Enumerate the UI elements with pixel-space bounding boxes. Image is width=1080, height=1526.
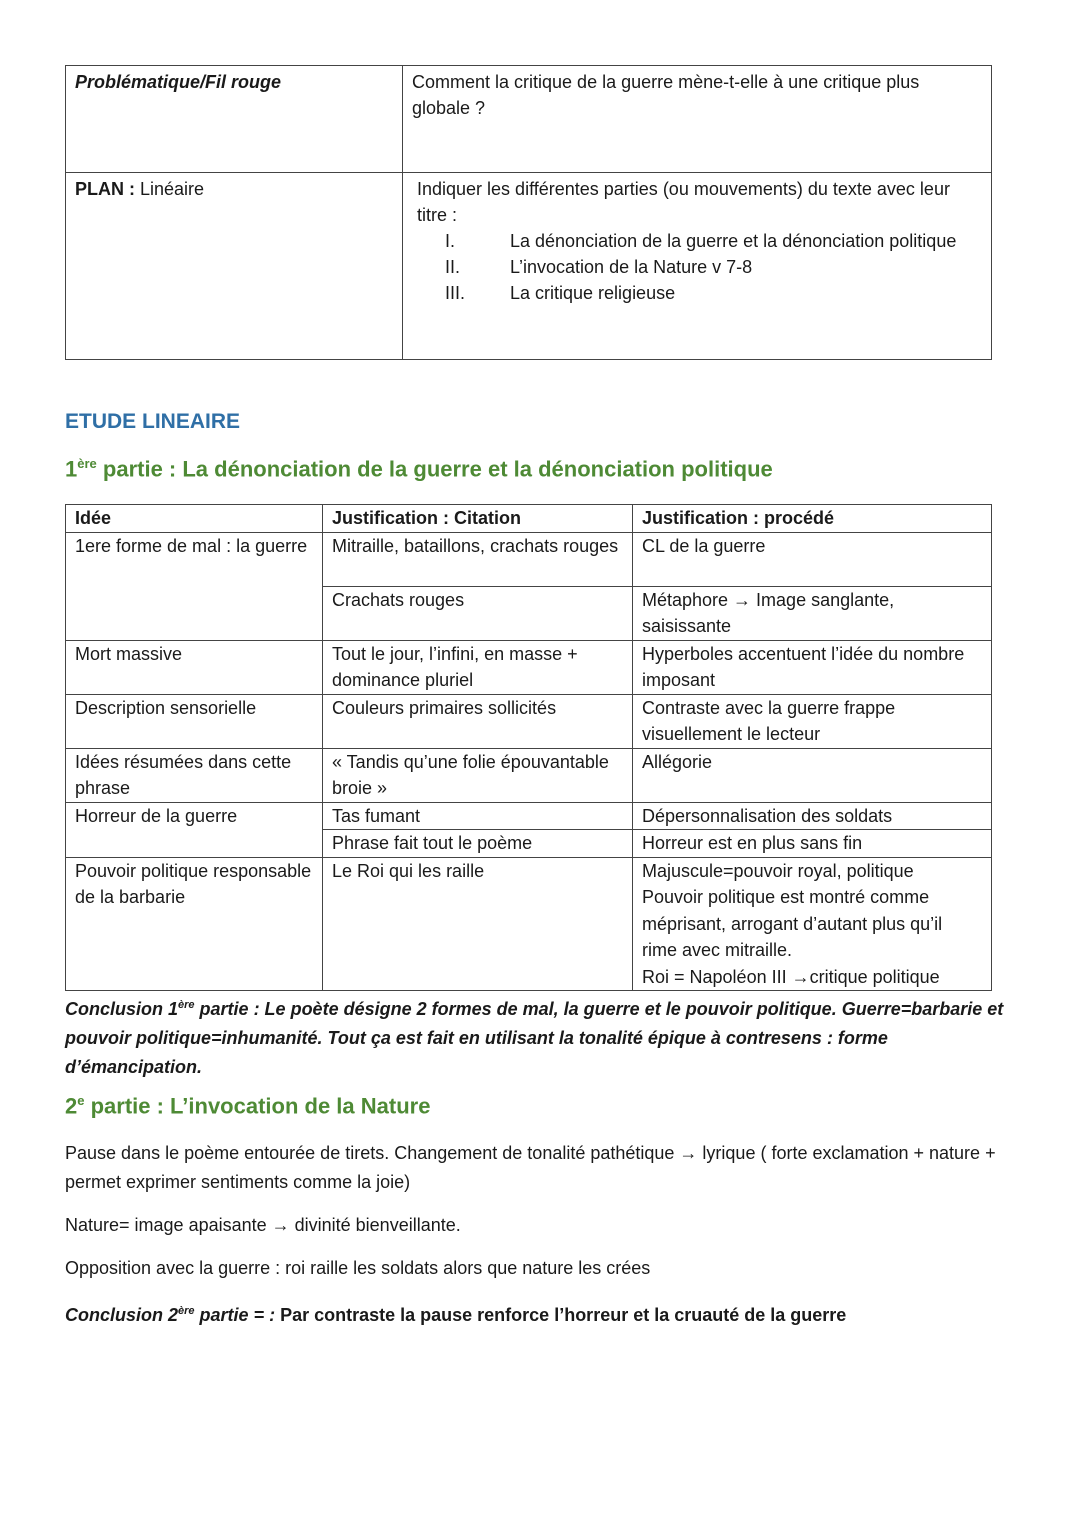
conclusion1-sup: ère <box>178 999 195 1011</box>
part1-heading <box>65 456 773 482</box>
conclusion2-label <box>65 1305 275 1325</box>
part2-paragraph: Opposition avec la guerre : roi raille les soldats alors que nature les crées <box>65 1258 651 1278</box>
plan-item <box>412 228 982 254</box>
plan-item <box>412 280 982 306</box>
plan-item-number: I. <box>445 231 456 251</box>
table-cell: Mort massive <box>66 640 323 694</box>
part2-heading <box>65 1093 430 1119</box>
part1-heading-number: 1 <box>65 456 78 482</box>
table-cell: Idées résumées dans cette phrase <box>66 748 323 802</box>
table-header-row <box>66 505 992 533</box>
plan-item-text: La dénonciation de la guerre et la dénonciation politique <box>510 231 957 251</box>
cell-line: Pouvoir politique est montré comme méprisant, arrogant d’autant plus qu’il rime avec mitraille. <box>642 887 943 960</box>
analysis-table <box>65 504 992 991</box>
table-cell: Allégorie <box>633 748 992 802</box>
plan-item-text: La critique religieuse <box>510 283 676 303</box>
table-row <box>66 640 992 694</box>
plan-item <box>412 254 982 280</box>
plan-list <box>412 228 982 306</box>
conclusion2-label-rest: partie = : <box>194 1305 276 1325</box>
table-cell: Le Roi qui les raille <box>323 857 633 991</box>
table-cell: Crachats rouges <box>323 586 633 640</box>
table-cell: Métaphore → Image sanglante, saisissante <box>633 586 992 640</box>
plan-label-rest: Linéaire <box>135 179 205 199</box>
plan-item-number: II. <box>445 257 461 277</box>
table-cell <box>633 857 992 991</box>
header-cell-citation: Justification : Citation <box>323 505 633 533</box>
header-cell-idee: Idée <box>66 505 323 533</box>
plan-label-bold: PLAN : <box>75 179 135 199</box>
table-row <box>66 586 992 640</box>
table-cell: Hyperboles accentuent l’idée du nombre imposant <box>633 640 992 694</box>
part1-heading-sup: ère <box>77 456 97 471</box>
table-row <box>66 694 992 748</box>
table-cell: Pouvoir politique responsable de la barbarie <box>66 857 323 991</box>
table-cell: Horreur est en plus sans fin <box>633 830 992 858</box>
part1-heading-text: partie : La dénonciation de la guerre et la dénonciation politique <box>96 456 773 482</box>
cell-line: Majuscule=pouvoir royal, politique <box>642 860 914 881</box>
part2-paragraph: Pause dans le poème entourée de tirets. Changement de tonalité pathétique → lyrique ( forte exclamation + nature + permet exprimer sentiments comme la joie) <box>65 1143 996 1192</box>
conclusion2-pre: Conclusion 2 <box>65 1305 179 1325</box>
table-row <box>66 802 992 830</box>
table-row <box>66 830 992 858</box>
cell-line: Roi = Napoléon III →critique politique <box>642 966 940 987</box>
header-cell-procede: Justification : procédé <box>633 505 992 533</box>
conclusion2-text: Par contraste la pause renforce l’horreur et la cruauté de la guerre <box>275 1305 847 1325</box>
plan-item-number: III. <box>445 283 466 303</box>
conclusion-part1 <box>65 991 1005 1082</box>
plan-intro: Indiquer les différentes parties (ou mouvements) du texte avec leur titre : <box>417 179 950 225</box>
table-cell <box>66 830 323 858</box>
problematique-text: Comment la critique de la guerre mène-t-elle à une critique plus globale ? <box>403 66 992 173</box>
part2-heading-number: 2 <box>65 1093 78 1119</box>
table-row <box>66 532 992 586</box>
part2-heading-sup: e <box>77 1093 85 1108</box>
table-row <box>66 748 992 802</box>
table-cell: 1ere forme de mal : la guerre <box>66 532 323 586</box>
table-cell: Dépersonnalisation des soldats <box>633 802 992 830</box>
problematique-row <box>66 66 992 173</box>
conclusion1-pre: Conclusion 1 <box>65 999 179 1019</box>
problematique-label-cell <box>66 66 403 173</box>
conclusion-part2 <box>65 1297 846 1330</box>
conclusion2-sup: ère <box>178 1305 195 1317</box>
etude-heading: ETUDE LINEAIRE <box>65 410 241 433</box>
table-cell: Couleurs primaires sollicités <box>323 694 633 748</box>
table-cell: CL de la guerre <box>633 532 992 586</box>
table-cell: Horreur de la guerre <box>66 802 323 830</box>
plan-row <box>66 173 992 360</box>
table-cell: Description sensorielle <box>66 694 323 748</box>
plan-label-cell <box>66 173 403 360</box>
table-cell: Phrase fait tout le poème <box>323 830 633 858</box>
problematique-label: Problématique/Fil rouge <box>75 72 282 92</box>
header-table <box>65 65 992 360</box>
table-row <box>66 857 992 991</box>
table-cell: Contraste avec la guerre frappe visuellement le lecteur <box>633 694 992 748</box>
plan-cell <box>403 173 992 360</box>
part2-paragraph: Nature= image apaisante → divinité bienveillante. <box>65 1215 461 1235</box>
table-cell: Tas fumant <box>323 802 633 830</box>
conclusion1-text: partie : Le poète désigne 2 formes de mal, la guerre et le pouvoir politique. Guerre=barbarie et pouvoir politique=inhumanité. Tout ça est fait en utilisant la tonalité épique à contresens : forme d’émancipation. <box>65 999 1004 1077</box>
table-cell <box>66 586 323 640</box>
table-cell: Mitraille, bataillons, crachats rouges <box>323 532 633 586</box>
plan-item-text: L’invocation de la Nature v 7-8 <box>510 257 753 277</box>
part2-heading-text: partie : L’invocation de la Nature <box>84 1093 431 1119</box>
table-cell: Tout le jour, l’infini, en masse + dominance pluriel <box>323 640 633 694</box>
table-cell: « Tandis qu’une folie épouvantable broie » <box>323 748 633 802</box>
